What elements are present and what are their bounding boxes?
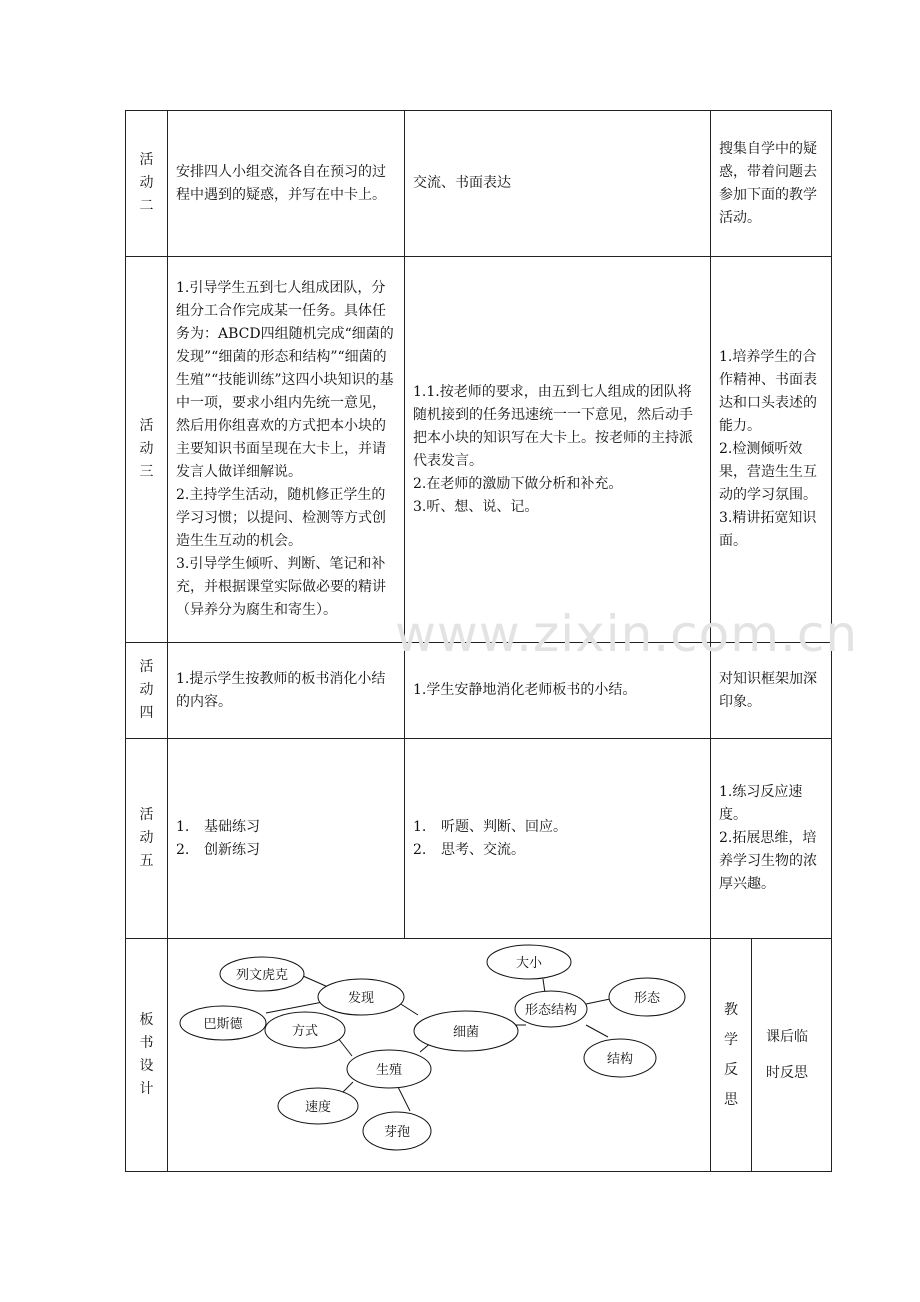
label-structure: 结构 (606, 1052, 634, 1067)
table-row (126, 111, 832, 257)
edge-lewenhuke-discover (303, 976, 328, 987)
list-item: 1. 基础练习 (176, 818, 260, 835)
activity-label: 活 动 三 (126, 257, 168, 643)
intent-cell: 对知识框架加深印象。 (711, 643, 832, 739)
edge-pasteur-discover (266, 1001, 328, 1013)
student-cell (405, 739, 711, 939)
edge-morph-structure (586, 1025, 608, 1037)
activity-label: 活 动 四 (126, 643, 168, 739)
label-shape: 形态 (633, 991, 661, 1006)
table-row (126, 939, 832, 1172)
label-discover: 发现 (347, 991, 375, 1006)
label-method: 方式 (291, 1024, 319, 1039)
board-diagram-cell (168, 939, 711, 1172)
label-size: 大小 (515, 956, 543, 971)
teacher-cell: 1.提示学生按教师的板书消化小结的内容。 (168, 643, 405, 739)
teacher-cell: 1.引导学生五到七人组成团队，分组分工合作完成某一任务。具体任务为：ABCD四组随机完成“细菌的发现”“细菌的形态和结构”“细菌的生殖”“技能训练”这四小块知识的基中一项，要求小组内先统一意见，然后用你组喜欢的方式把本小块的主要知识书面呈现在大卡上，并请发言人做详细解说。 2.主持学生活动，随机修正学生的学习习惯；以提问、检测等方式创造生生互动的机会。 3.引导学生倾听、判断、笔记和补充，并根据课堂实际做必要的精讲（异养分为腐生和寄生）。 (168, 257, 405, 643)
board-label: 板 书 设 计 (126, 939, 168, 1172)
list-item: 1. 听题、判断、回应。 (413, 818, 567, 835)
concept-map (168, 939, 711, 1171)
label-spore: 芽孢 (383, 1125, 411, 1140)
label-center: 细菌 (452, 1025, 480, 1040)
reflect-text: 课后临时反思 (752, 939, 832, 1172)
intent-cell: 1.练习反应速度。 2.拓展思维，培养学习生物的浓厚兴趣。 (711, 739, 832, 939)
student-cell: 1.学生安静地消化老师板书的小结。 (405, 643, 711, 739)
list-item: 2. 思考、交流。 (413, 841, 525, 858)
activity-label: 活 动 五 (126, 739, 168, 939)
edge-morph-shape (586, 999, 610, 1004)
edge-method-repro (338, 1038, 352, 1056)
label-morph: 形态结构 (524, 1003, 578, 1018)
intent-cell: 搜集自学中的疑惑，带着问题去参加下面的教学活动。 (711, 111, 832, 257)
label-lewenhuke: 列文虎克 (235, 968, 289, 983)
table-row (126, 257, 832, 643)
label-pasteur: 巴斯德 (203, 1017, 243, 1032)
student-cell: 1.1.按老师的要求，由五到七人组成的团队将随机接到的任务迅速统一一下意见，然后动手把本小块的知识写在大卡上。按老师的主持派代表发言。 2.在老师的激励下做分析和补充。 3.听、想、说、记。 (405, 257, 711, 643)
list-item: 2. 创新练习 (176, 841, 260, 858)
label-repro: 生殖 (375, 1063, 403, 1078)
teacher-cell: 安排四人小组交流各自在预习的过程中遇到的疑惑，并写在中卡上。 (168, 111, 405, 257)
label-speed: 速度 (304, 1100, 332, 1115)
activity-label: 活 动 二 (126, 111, 168, 257)
watermark: www.zixin.com.cn (395, 605, 859, 663)
student-cell: 交流、书面表达 (405, 111, 711, 257)
reflect-label: 教 学 反 思 (711, 939, 752, 1172)
teacher-cell (168, 739, 405, 939)
table-row (126, 739, 832, 939)
intent-cell: 1.培养学生的合作精神、书面表达和口头表述的能力。 2.检测倾听效果，营造生生互动的学习氛围。 3.精讲拓宽知识面。 (711, 257, 832, 643)
